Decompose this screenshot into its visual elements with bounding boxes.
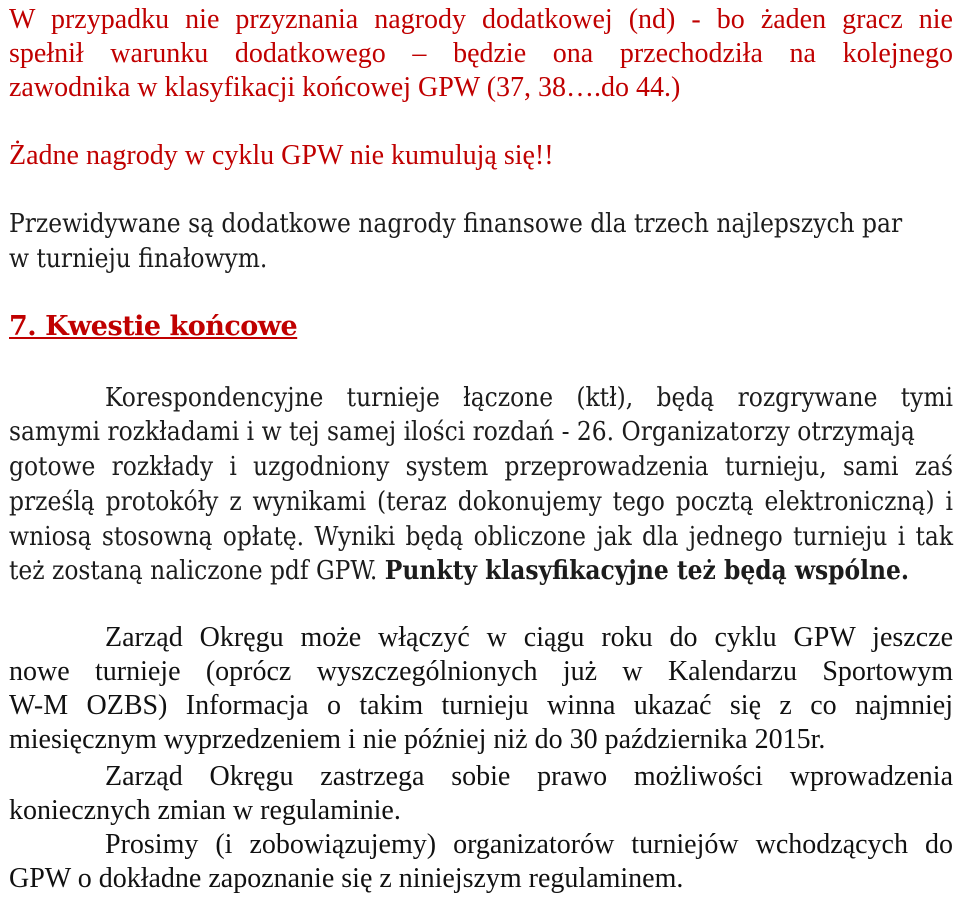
para4-line-1: Prosimy (i zobowiązujemy) organizatorów turniejów wchodzących do xyxy=(105,829,953,860)
section-heading: 7. Kwestie końcowe xyxy=(9,311,298,342)
para1-line-6 xyxy=(9,558,953,584)
para3-line-1: Zarząd Okręgu zastrzega sobie prawo możliwości wprowadzenia xyxy=(105,761,953,792)
para1-line-3: gotowe rozkłady i uzgodniony system przeprowadzenia turnieju, sami zaś xyxy=(9,452,953,482)
para2-line-3: W-M OZBS) Informacja o takim turnieju winna ukazać się z co najmniej xyxy=(9,690,953,721)
para1-line-6-text: też zostaną naliczone pdf GPW. xyxy=(9,556,385,586)
para3-line-2: koniecznych zmian w regulaminie. xyxy=(9,795,401,826)
para2-line-1: Zarząd Okręgu może włączyć w ciągu roku do cyklu GPW jeszcze xyxy=(105,622,953,653)
para4-line-2: GPW o dokładne zapoznanie się z niniejszym regulaminem. xyxy=(9,863,684,894)
red-note-line-2: spełnił warunku dodatkowego – będzie ona przechodziła na kolejnego xyxy=(9,38,953,69)
para1-line-4: prześlą protokóły z wynikami (teraz dokonujemy tego pocztą elektroniczną) i xyxy=(9,487,953,517)
para1-line-5: wniosą stosowną opłatę. Wyniki będą obliczone jak dla jednego turnieju i tak xyxy=(9,522,953,552)
red-note-line-3: zawodnika w klasyfikacji końcowej GPW (37, 38….do 44.) xyxy=(9,72,681,103)
finals-note-line-2: w turnieju finałowym. xyxy=(9,244,268,274)
para1-line-2-text: samymi rozkładami i w tej samej ilości rozdań - 26. xyxy=(9,417,615,447)
para1-line-2-tail: Organizatorzy otrzymają xyxy=(614,417,915,447)
finals-note-line-1: Przewidywane są dodatkowe nagrody finansowe dla trzech najlepszych par xyxy=(9,209,903,239)
para1-line-1: Korespondencyjne turnieje łączone (ktł), będą rozgrywane tymi xyxy=(105,383,953,413)
red-note-line-1: W przypadku nie przyznania nagrody dodatkowej (nd) - bo żaden gracz nie xyxy=(9,4,953,35)
para1-line-2 xyxy=(9,419,953,445)
para2-line-2: nowe turnieje (oprócz wyszczególnionych już w Kalendarzu Sportowym xyxy=(9,656,953,687)
red-note-no-accumulation: Żadne nagrody w cyklu GPW nie kumulują się!! xyxy=(9,140,554,171)
para2-line-4: miesięcznym wyprzedzeniem i nie później niż do 30 października 2015r. xyxy=(9,724,826,755)
para1-bold-statement: Punkty klasyfikacyjne też będą wspólne. xyxy=(384,556,910,586)
